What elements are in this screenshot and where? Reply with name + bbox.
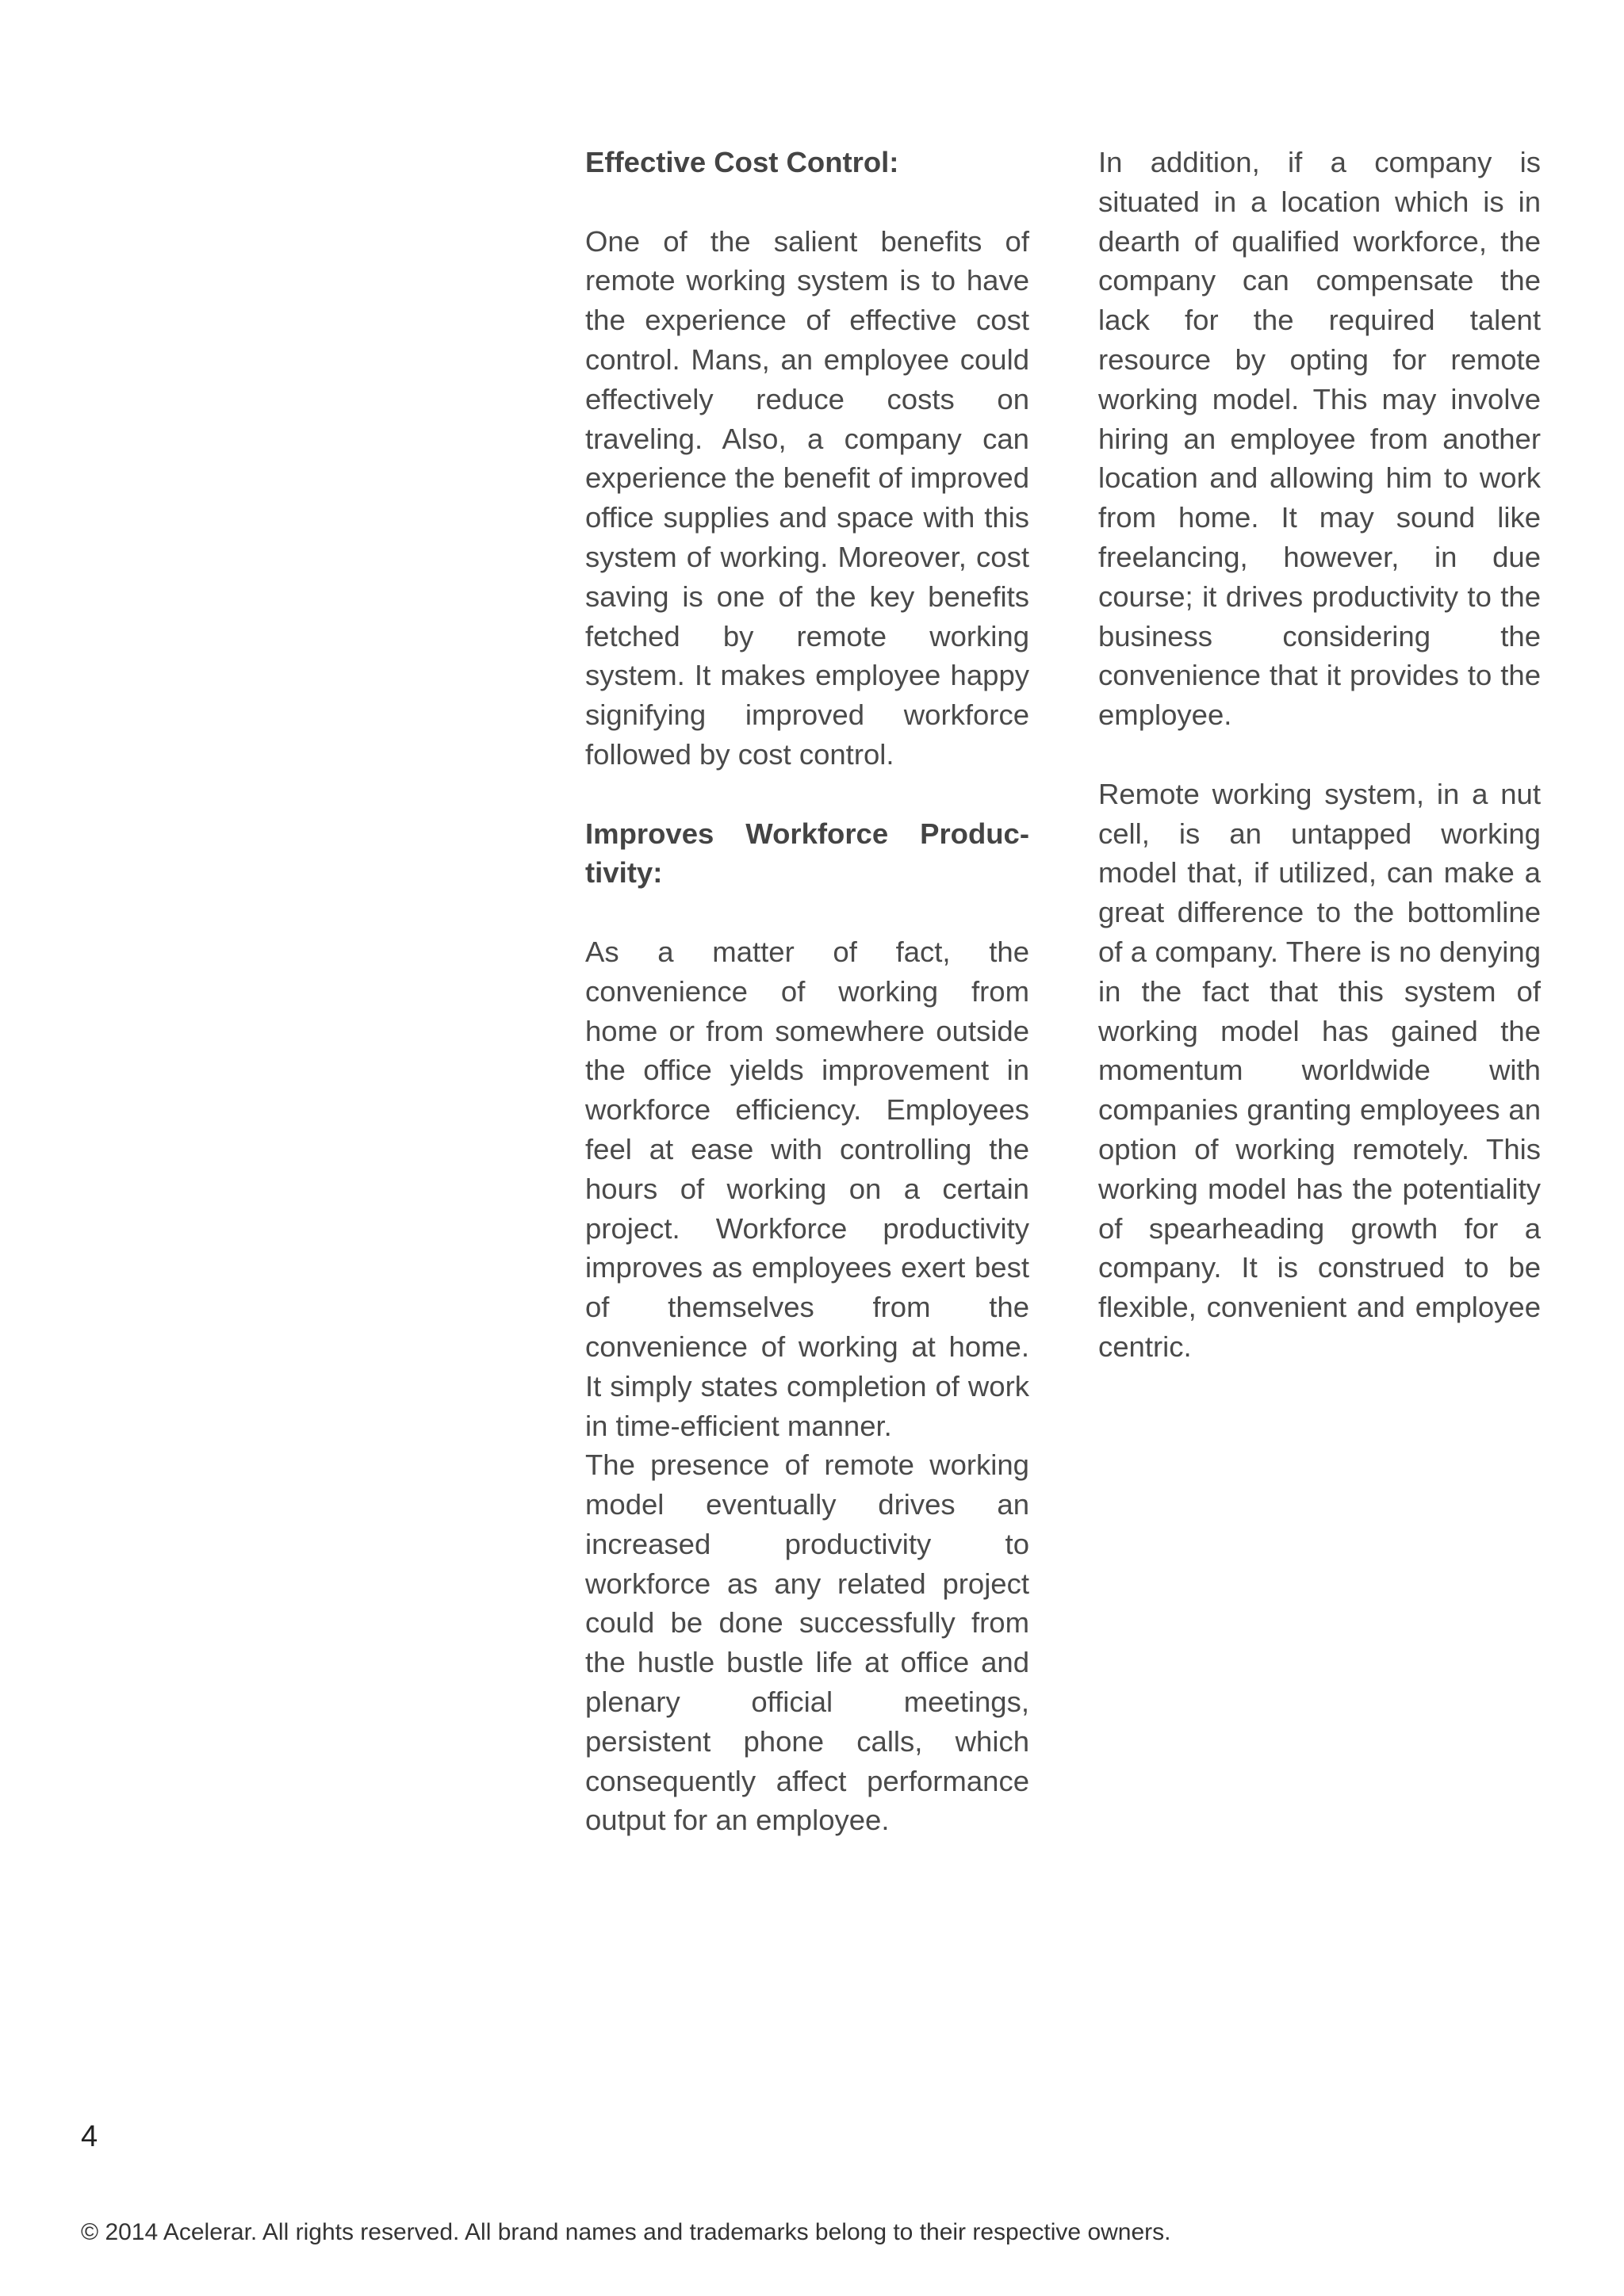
page-number: 4 [81,2120,98,2153]
paragraph-location-workforce: In addition, if a company is situated in a location which is in dearth of qualified workforce, the company can compensate the lack for the required talent resource by opting for remote working model. This may involve hiring an employee from another location and allowing him to work from home. It may sound like freelancing, however, in due course; it drives productivity to the business considering the convenience that it provides to the employee. [1098,146,1541,732]
paragraph-cost-control: One of the salient benefits of remote working system is to have the experience of effective cost control. Mans, an employee could effectively reduce costs on traveling. Also, a company can experience the benefit of improved office supplies and space with this system of working. Moreover, cost saving is one of the key benefits fetched by remote working system. It makes employee happy signifying improved workforce followed by cost control. [585,224,1030,771]
heading-effective-cost-control: Effective Cost Control: [585,146,899,178]
paragraph-conclusion: Remote working system, in a nut cell, is an untapped working model that, if utilized, can make a great difference to the bottomline of a company. There is no denying in the fact that this system of working model has gained the momentum worldwide with companies granting employees an option of working remotely. This working model has the potentiality of spearheading growth for a company. It is construed to be flexible, convenient and employee centric. [1098,777,1541,1363]
left-column [585,143,1029,1880]
paragraph-convenience: As a matter of fact, the convenience of working from home or from somewhere outside the office yields improvement in workforce efficiency. Employees feel at ease with controlling the hours of working on a certain project. Workforce productivity improves as employees exert best of themselves from the convenience of working at home. It simply states completion of work in time-efficient manner. [585,935,1029,1442]
copyright-footer: © 2014 Acelerar. All rights reserved. All brand names and trademarks belong to their respective owners. [81,2219,1171,2245]
paragraph-remote-model-productivity: The presence of remote working model eventually drives an increased productivity to workforce as any related project could be done successfully from the hustle bustle life at office and plenary official meetings, persistent phone calls, which consequently affect performance output for an employee. [585,1448,1029,1837]
heading-improves-workforce-productivity: Improves Workforce Produc-tivity: [585,817,1029,890]
right-column [1098,143,1541,1406]
